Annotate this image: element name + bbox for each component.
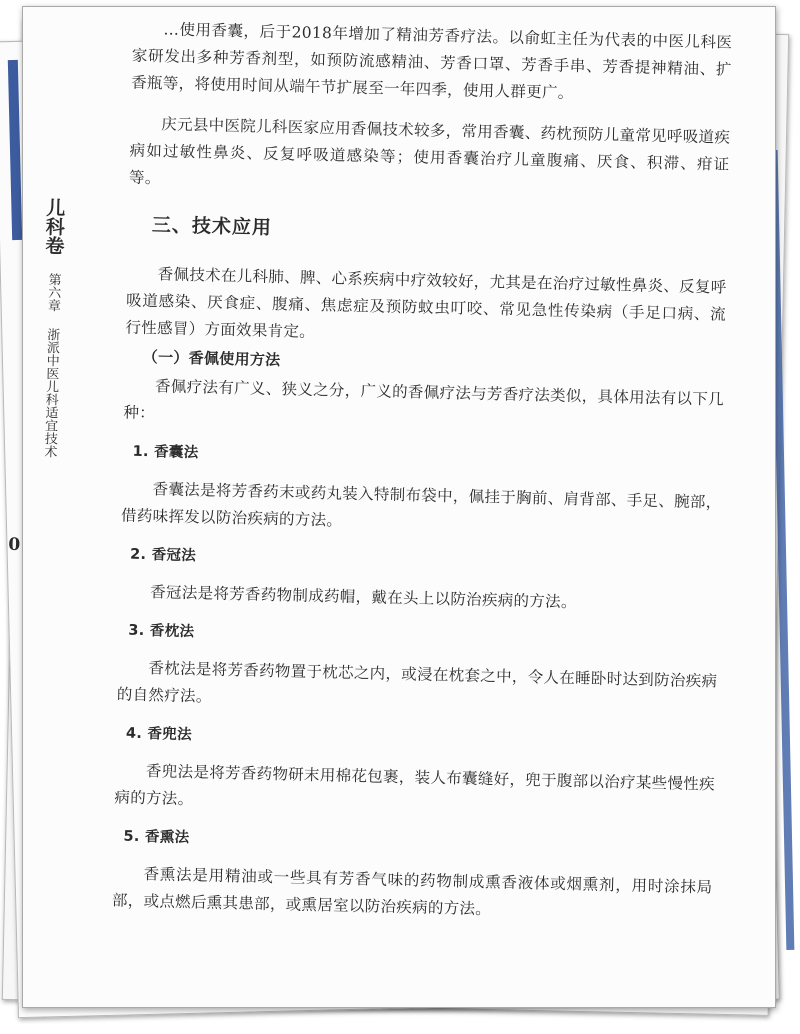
- method-text: 香枕法是将芳香药物置于枕芯之内，或浸在枕套之中，令人在睡卧时达到防治疾病的自然疗法。: [116, 659, 718, 706]
- main-text: [112, 16, 733, 929]
- chapter-label: 第六章: [44, 272, 61, 312]
- method-text: 香囊法是将芳香药末或药丸装入特制布袋中，佩挂于胸前、肩背部、手足、腕部，借药味挥发以防治疾病的方法。: [120, 480, 722, 530]
- method-text: 香冠法是将芳香药物制成药帽，戴在头上以防治疾病的方法。: [150, 583, 577, 612]
- method-text: 香兜法是将芳香药物研末用棉花包裹，装人布囊缝好，兜于腹部以治疗某些慢性疾病的方法。: [114, 762, 716, 809]
- method-heading: 3. 香枕法: [128, 622, 195, 641]
- volume-title: 儿科卷: [42, 197, 66, 256]
- method-heading: 2. 香冠法: [129, 546, 197, 565]
- paragraph: 香佩技术在儿科肺、脾、心系疾病中疗效较好，尤其是在治疗过敏性鼻炎、反复呼吸道感染、厌食症、腹痛、焦虑症及预防蚊虫叮咬、常见急性传染病（手足口病、流行性感冒）方面效果肯定。: [125, 265, 727, 341]
- page-number: 0: [8, 534, 21, 556]
- running-header-sidebar: [28, 197, 74, 458]
- paragraph: …使用香囊，后于2018年增加了精油芳香疗法。以俞虹主任为代表的中医儿科医家研发出多种芳香剂型，如预防流感精油、芳香口罩、芳香手串、芳香提神精油、扩香瓶等，将使用时间从端午节扩展至一年四季，使用人群更广。: [131, 20, 733, 102]
- paragraph: 庆元县中医院儿科医家应用香佩技术较多，常用香囊、药枕预防儿童常见呼吸道疾病如过敏性鼻炎、反复呼吸道感染等；使用香囊治疗儿童腹痛、厌食、积滞、疳证等。: [128, 115, 731, 188]
- paragraph: 香佩疗法有广义、狭义之分，广义的香佩疗法与芳香疗法类似，具体用法有以下几种：: [123, 377, 725, 423]
- document-page: [8, 6, 776, 1008]
- section-label: 浙派中医儿科适宜技术: [41, 327, 60, 458]
- method-text: 香熏法是用精油或一些具有芳香气味的药物制成熏香液体或烟熏剂，用时涂抹局部，或点燃后熏其患部，或熏居室以防治疾病的方法。: [111, 865, 713, 919]
- method-heading: 5. 香熏法: [123, 828, 190, 847]
- page-content: [0, 7, 775, 1024]
- subsection-heading: （一）香佩使用方法: [142, 347, 281, 370]
- method-heading: 1. 香囊法: [132, 443, 199, 462]
- method-heading: 4. 香兜法: [125, 725, 193, 744]
- section-heading: 三、技术应用: [151, 214, 273, 239]
